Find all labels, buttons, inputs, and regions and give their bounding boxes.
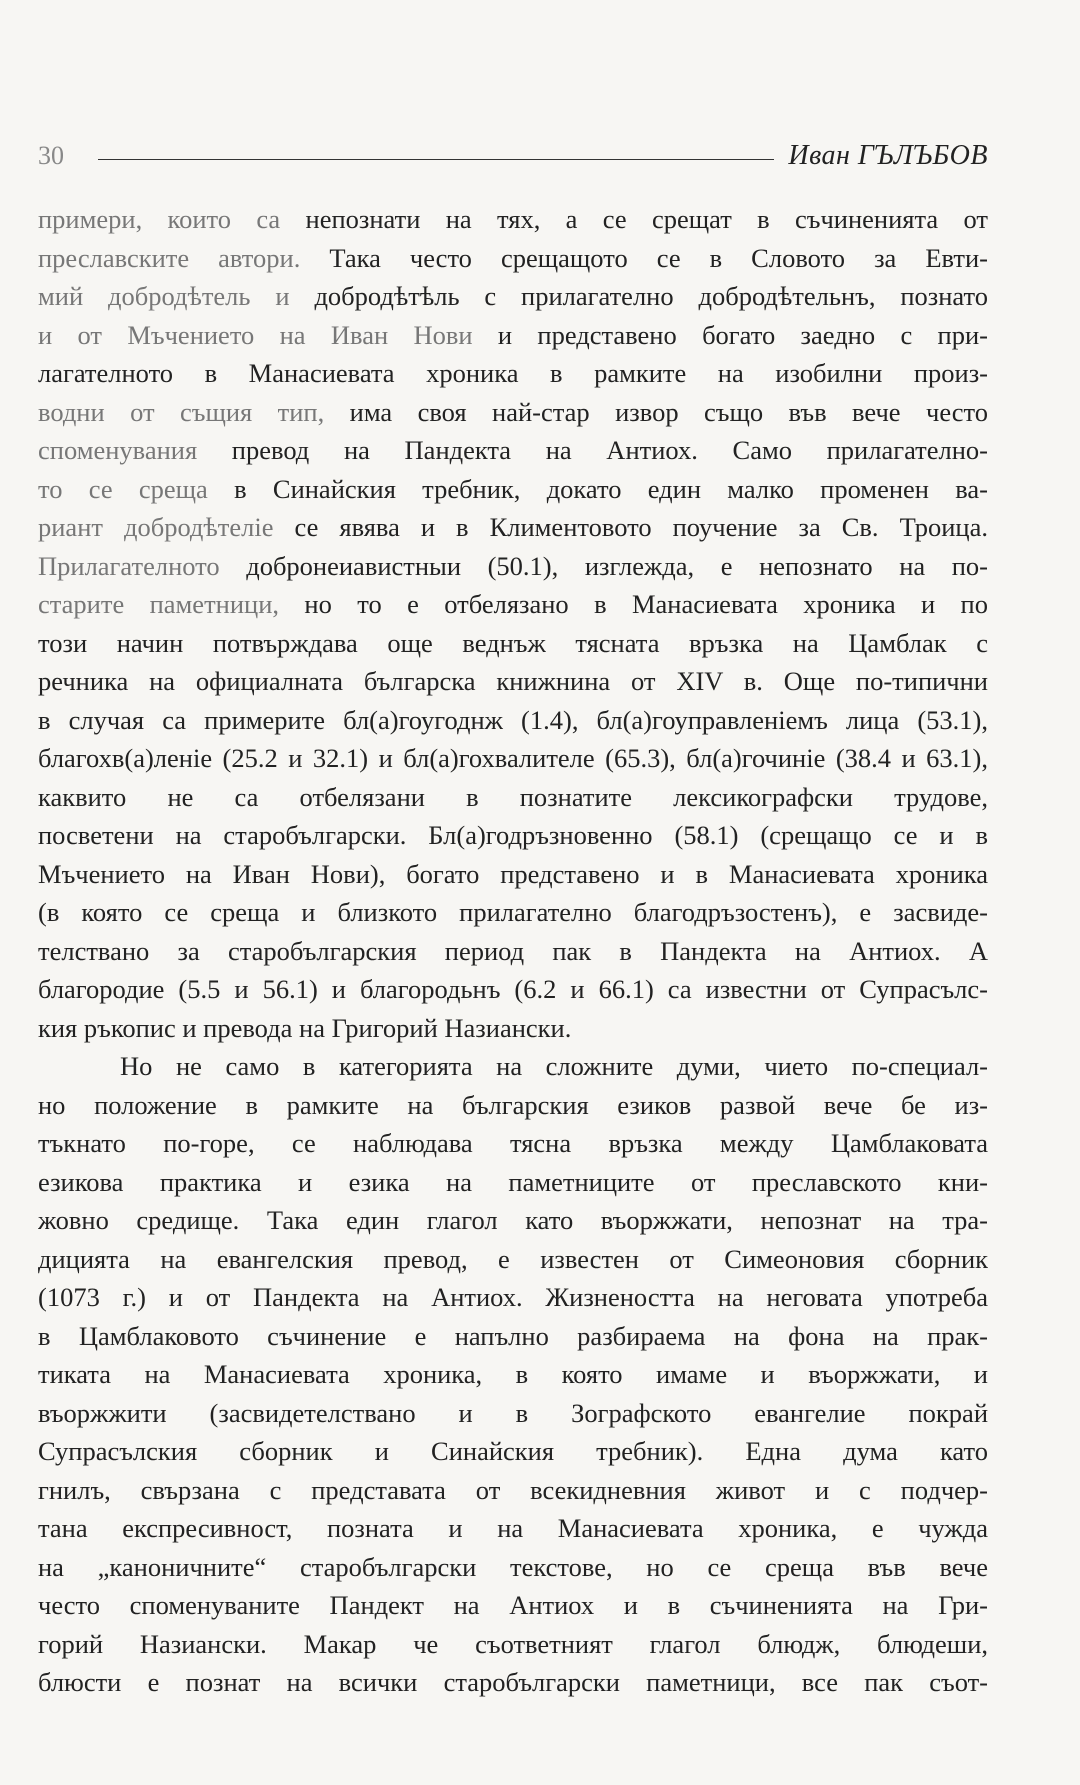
text-line bbox=[38, 1432, 988, 1471]
text-segment: въоржжити (засвидетелствано и в Зографското евангелие покрай bbox=[38, 1397, 988, 1428]
text-line bbox=[38, 1586, 988, 1625]
text-segment: (в която се среща и близкото прилагателно благодръзостенъ), е засвиде- bbox=[38, 897, 988, 927]
text-segment: примери, които са bbox=[38, 204, 306, 234]
text-segment: старите паметници, bbox=[38, 589, 305, 619]
text-line bbox=[38, 1124, 988, 1163]
text-line bbox=[38, 1163, 988, 1202]
text-line bbox=[38, 1625, 988, 1664]
text-segment: риант добродѣтеліе bbox=[38, 512, 295, 542]
text-segment: мий добродѣтель и bbox=[38, 281, 315, 311]
text-segment: често споменуваните Пандект на Антиох и в съчиненията на Гри- bbox=[38, 1590, 988, 1620]
text-line bbox=[38, 354, 988, 393]
text-segment: Така често срещащото се в Словото за Евти- bbox=[329, 242, 988, 273]
text-line bbox=[38, 739, 988, 778]
text-line bbox=[38, 778, 988, 817]
running-head-author: Иван ГЪЛЪБОВ bbox=[788, 140, 988, 171]
text-line bbox=[38, 893, 988, 932]
text-line bbox=[38, 200, 988, 239]
text-line bbox=[38, 547, 988, 586]
text-line bbox=[38, 316, 988, 355]
text-segment: Прилагателното bbox=[38, 550, 247, 581]
text-line bbox=[38, 1548, 988, 1587]
text-segment: споменувания bbox=[38, 435, 232, 465]
text-line bbox=[38, 1317, 988, 1356]
text-segment: Но не само в категорията на сложните думи, чието по-специал- bbox=[120, 1051, 988, 1081]
text-segment: в Цамблаковото съчинение е напълно разбираема на фона на прак- bbox=[38, 1320, 988, 1351]
text-line bbox=[38, 701, 988, 740]
text-line bbox=[38, 393, 988, 432]
text-segment: (1073 г.) и от Пандекта на Антиох. Жизнеността на неговата употреба bbox=[38, 1282, 988, 1312]
text-segment: но положение в рамките на българския езиков развой вече бе из- bbox=[38, 1089, 988, 1120]
text-segment: непознати на тях, а се срещат в съчиненията от bbox=[305, 204, 988, 234]
text-segment: тиката на Манасиевата хроника, в която имаме и въоржжати, и bbox=[38, 1359, 988, 1389]
text-line bbox=[38, 431, 988, 470]
text-line bbox=[38, 1509, 988, 1548]
text-line bbox=[38, 508, 988, 547]
text-segment: благохв(а)леніе (25.2 и 32.1) и бл(а)гохвалителе (65.3), бл(а)гочиніе (38.4 и 63.1), bbox=[38, 743, 988, 773]
text-line bbox=[38, 932, 988, 971]
text-line bbox=[38, 1086, 988, 1125]
text-segment: водни от същия тип, bbox=[38, 396, 350, 427]
text-segment: превод на Пандекта на Антиох. Само прилагателно- bbox=[231, 435, 988, 465]
text-line bbox=[38, 1201, 988, 1240]
text-segment: Супрасълския сборник и Синайския требник). Една дума като bbox=[38, 1436, 988, 1466]
text-segment: тана експресивност, позната и на Манасиевата хроника, е чужда bbox=[38, 1513, 988, 1543]
text-segment: но то е отбелязано в Манасиевата хроника и по bbox=[304, 589, 988, 619]
text-segment: дицията на евангелския превод, е известен от Симеоновия сборник bbox=[38, 1243, 988, 1274]
text-segment: посветени на старобългарски. Бл(а)годръзновенно (58.1) (срещащо се и в bbox=[38, 820, 988, 850]
text-segment: добронеиавистныи (50.1), изглежда, е непознато на по- bbox=[246, 550, 988, 581]
text-segment: лагателното в Манасиевата хроника в рамките на изобилни произ- bbox=[38, 358, 988, 388]
text-segment: добродѣтѣль с прилагателно добродѣтельнъ, познато bbox=[314, 281, 988, 311]
text-segment: тъкнато по-горе, се наблюдава тясна връзка между Цамблаковата bbox=[38, 1128, 988, 1158]
text-segment: езикова практика и езика на паметниците от преславското кни- bbox=[38, 1166, 988, 1197]
text-line bbox=[38, 585, 988, 624]
text-segment: благородие (5.5 и 56.1) и благородьнъ (6.2 и 66.1) са известни от Супрасълс- bbox=[38, 974, 988, 1004]
text-segment: кия ръкопис и превода на Григорий Назиански. bbox=[38, 1012, 572, 1043]
text-segment: жовно средище. Така един глагол като въоржжати, непознат на тра- bbox=[38, 1205, 988, 1235]
text-segment: се явява и в Климентовото поучение за Св. Троица. bbox=[294, 512, 988, 542]
header-rule bbox=[98, 159, 774, 160]
text-line bbox=[38, 1009, 988, 1048]
text-line bbox=[38, 970, 988, 1009]
text-segment: Мъчението на Иван Нови), богато представено и в Манасиевата хроника bbox=[38, 858, 988, 889]
text-segment: преславските автори. bbox=[38, 242, 330, 273]
body-text bbox=[38, 200, 988, 1702]
text-segment: телствано за старобългарския период пак в Пандекта на Антиох. А bbox=[38, 935, 988, 966]
text-segment: има своя най-стар извор също във вече често bbox=[349, 396, 988, 427]
text-line bbox=[38, 1394, 988, 1433]
text-segment: този начин bbox=[38, 627, 213, 658]
text-segment: блюсти е познат на всички старобългарски паметници, все пак съот- bbox=[38, 1667, 988, 1697]
text-line bbox=[38, 1240, 988, 1279]
text-line bbox=[38, 239, 988, 278]
text-line bbox=[38, 1278, 988, 1317]
text-line bbox=[38, 1047, 988, 1086]
text-line bbox=[38, 470, 988, 509]
text-segment: гнилъ, свързана с представата от всекидневния живот и с подчер- bbox=[38, 1474, 988, 1505]
text-segment: и представено богато заедно с при- bbox=[497, 319, 988, 350]
text-segment: на „каноничните“ старобългарски текстове, но се среща във вече bbox=[38, 1551, 988, 1582]
text-line bbox=[38, 855, 988, 894]
text-segment: и от Мъчението на Иван Нови bbox=[38, 319, 498, 350]
text-line bbox=[38, 662, 988, 701]
text-segment: в Синайския требник, докато един малко променен ва- bbox=[234, 473, 988, 504]
text-line bbox=[38, 1663, 988, 1702]
text-line bbox=[38, 624, 988, 663]
page-number: 30 bbox=[38, 141, 64, 170]
text-segment: речника на официалната българска книжнина от XIV в. Още по-типични bbox=[38, 666, 988, 696]
text-segment: потвърждава още веднъж тясната връзка на Цамблак с bbox=[212, 627, 988, 658]
text-line bbox=[38, 1471, 988, 1510]
running-header bbox=[38, 136, 988, 176]
text-segment: горий Назиански. Макар че съответният глагол блюдж, блюдеши, bbox=[38, 1628, 988, 1659]
text-segment: каквито не са отбелязани в познатите лексикографски трудове, bbox=[38, 781, 988, 812]
text-segment: в случая са примерите бл(а)гоугоднж (1.4), бл(а)гоуправленіемъ лица (53.1), bbox=[38, 704, 988, 735]
text-line bbox=[38, 816, 988, 855]
text-line bbox=[38, 277, 988, 316]
text-segment: то се среща bbox=[38, 473, 235, 504]
text-line bbox=[38, 1355, 988, 1394]
